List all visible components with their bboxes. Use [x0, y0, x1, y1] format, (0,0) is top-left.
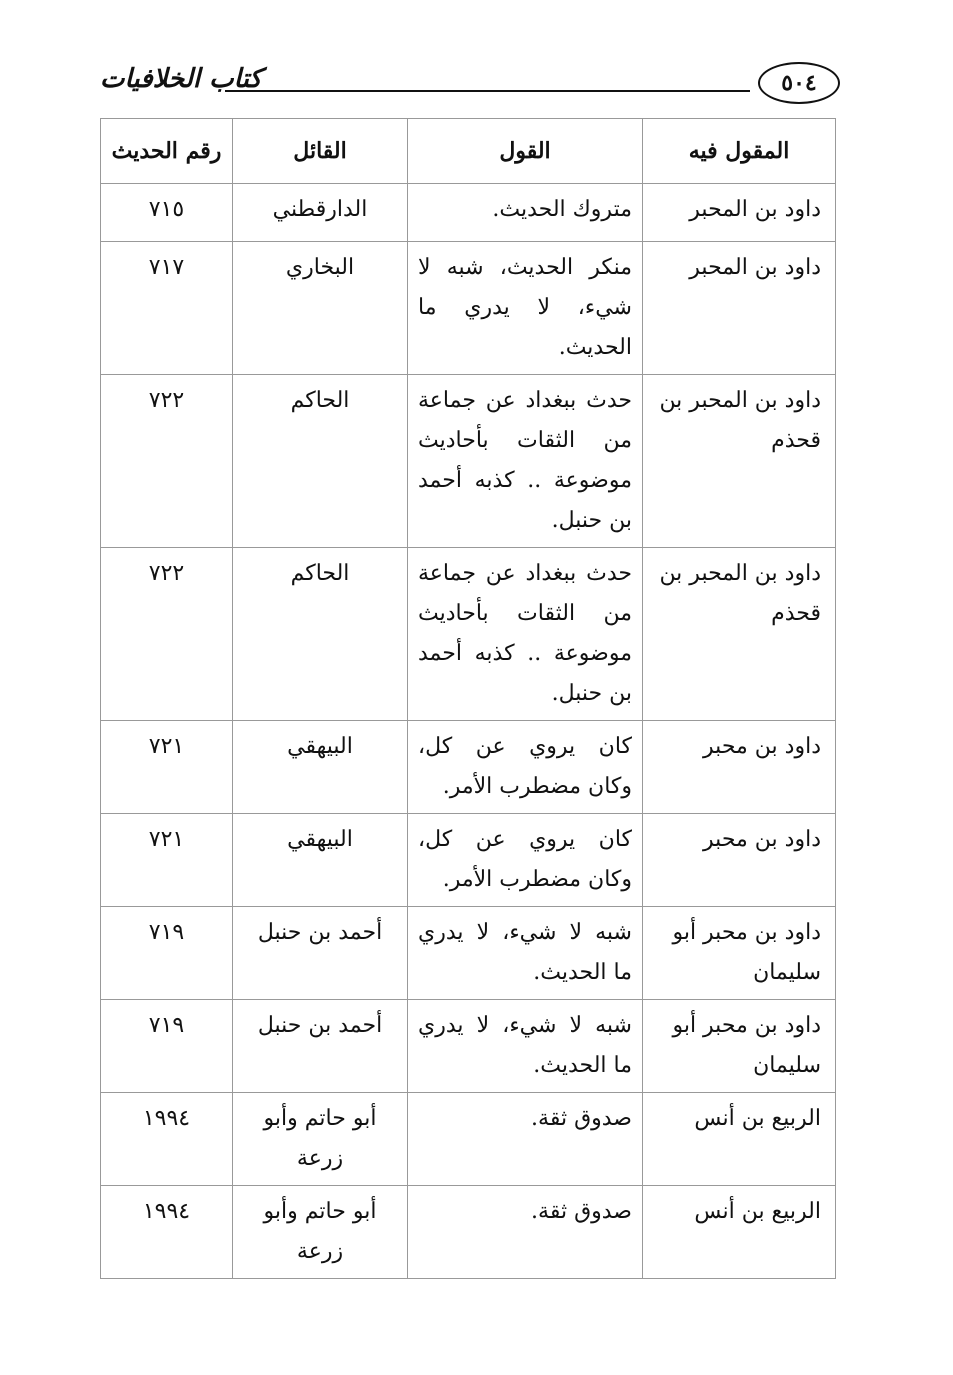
cell-name: داود بن المحبر بن قحذم [643, 375, 836, 548]
header-rule [225, 90, 750, 92]
cell-number: ١٩٩٤ [101, 1186, 233, 1279]
cell-saying: شبه لا شيء، لا يدري ما الحديث. [408, 907, 643, 1000]
table-row [101, 814, 836, 907]
cell-sayer: البيهقي [233, 814, 408, 907]
table-header-row [101, 119, 836, 184]
cell-saying: حدث ببغداد عن جماعة من الثقات بأحاديث موضوعة .. كذبه أحمد بن حنبل. [408, 375, 643, 548]
table-row [101, 907, 836, 1000]
cell-name: الربيع بن أنس [643, 1093, 836, 1186]
cell-number: ٧٢٢ [101, 548, 233, 721]
cell-name: داود بن المحبر [643, 242, 836, 375]
table-row [101, 1186, 836, 1279]
table-row [101, 242, 836, 375]
book-title: كتاب الخلافيات [100, 64, 262, 94]
table-row [101, 1000, 836, 1093]
cell-number: ٧١٩ [101, 907, 233, 1000]
table-row [101, 375, 836, 548]
cell-sayer: البخاري [233, 242, 408, 375]
table-row [101, 1093, 836, 1186]
cell-name: داود بن المحبر [643, 184, 836, 242]
cell-number: ٧٢١ [101, 814, 233, 907]
narrators-table [100, 118, 836, 1279]
cell-sayer: أحمد بن حنبل [233, 907, 408, 1000]
cell-number: ٧٢٢ [101, 375, 233, 548]
cell-name: الربيع بن أنس [643, 1186, 836, 1279]
cell-saying: منكر الحديث، شبه لا شيء، لا يدري ما الحديث. [408, 242, 643, 375]
header-hadith-number: رقم الحديث [101, 119, 233, 184]
cell-name: داود بن محبر أبو سليمان [643, 907, 836, 1000]
cell-saying: متروك الحديث. [408, 184, 643, 242]
page-header [95, 60, 845, 110]
cell-number: ٧١٧ [101, 242, 233, 375]
cell-saying: كان يروي عن كل، وكان مضطرب الأمر. [408, 814, 643, 907]
cell-name: داود بن المحبر بن قحذم [643, 548, 836, 721]
cell-saying: حدث ببغداد عن جماعة من الثقات بأحاديث موضوعة .. كذبه أحمد بن حنبل. [408, 548, 643, 721]
header-subject: المقول فيه [643, 119, 836, 184]
cell-number: ٧١٩ [101, 1000, 233, 1093]
header-saying: القول [408, 119, 643, 184]
cell-sayer: الحاكم [233, 375, 408, 548]
cell-number: ١٩٩٤ [101, 1093, 233, 1186]
cell-sayer: الحاكم [233, 548, 408, 721]
cell-saying: شبه لا شيء، لا يدري ما الحديث. [408, 1000, 643, 1093]
table-row [101, 548, 836, 721]
header-sayer: القائل [233, 119, 408, 184]
cell-name: داود بن محبر [643, 721, 836, 814]
cell-sayer: أحمد بن حنبل [233, 1000, 408, 1093]
cell-name: داود بن محبر [643, 814, 836, 907]
cell-sayer: الدارقطني [233, 184, 408, 242]
table-row [101, 721, 836, 814]
cell-saying: صدوق ثقة. [408, 1186, 643, 1279]
cell-name: داود بن محبر أبو سليمان [643, 1000, 836, 1093]
cell-saying: كان يروي عن كل، وكان مضطرب الأمر. [408, 721, 643, 814]
cell-number: ٧١٥ [101, 184, 233, 242]
cell-sayer: البيهقي [233, 721, 408, 814]
cell-number: ٧٢١ [101, 721, 233, 814]
cell-saying: صدوق ثقة. [408, 1093, 643, 1186]
table-row [101, 184, 836, 242]
page-number: ٥٠٤ [758, 62, 840, 104]
cell-sayer: أبو حاتم وأبو زرعة [233, 1186, 408, 1279]
cell-sayer: أبو حاتم وأبو زرعة [233, 1093, 408, 1186]
